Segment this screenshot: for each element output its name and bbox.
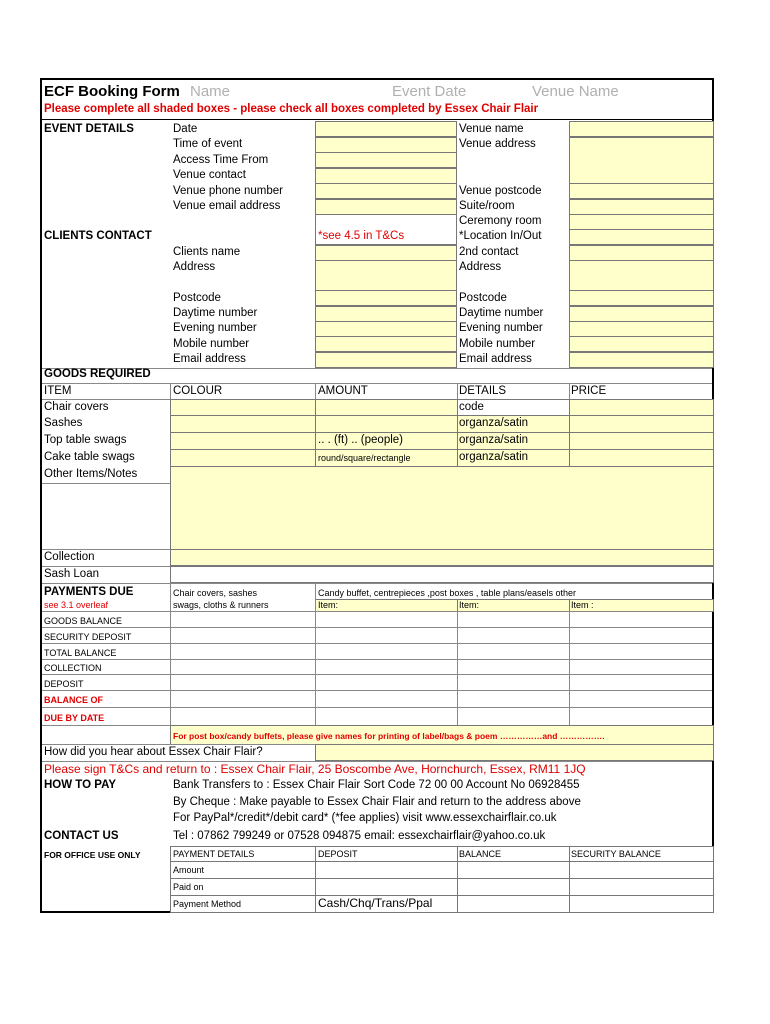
payment-method-label: Payment Method [173,899,242,909]
hear-about-field[interactable] [315,744,714,761]
location-field[interactable] [569,229,714,245]
clients-postcode-field[interactable] [315,290,457,306]
clients-mobile-field[interactable] [315,336,457,352]
venue-email-field[interactable] [315,199,457,215]
other-items-label: Other Items/Notes [44,468,138,480]
suite-room-field[interactable] [569,199,714,215]
second-evening-field[interactable] [569,321,714,337]
venue-address-field[interactable] [569,137,714,184]
payments-due-label: PAYMENTS DUE [44,586,134,598]
location-label: *Location In/Out [459,230,542,242]
paid-on-balance-field[interactable] [457,878,570,896]
second-mobile-label: Mobile number [459,338,536,350]
clients-email-label: Email address [173,353,246,365]
cake-swags-material: organza/satin [459,451,529,463]
due-by-date-label: DUE BY DATE [44,713,105,723]
total-balance-label: TOTAL BALANCE [44,648,117,658]
second-mobile-field[interactable] [569,336,714,352]
chair-covers-price[interactable] [569,399,714,416]
time-label: Time of event [173,138,243,150]
paypal-line: For PayPal*/credit*/debit card* (*fee applies) visit www.essexchairflair.co.uk [173,812,557,824]
bank-transfer-line: Bank Transfers to : Essex Chair Flair Sort Code 72 00 00 Account No 06928455 [173,779,580,791]
name-placeholder: Name [190,83,231,100]
clients-name-field[interactable] [315,245,457,261]
item-3-label: Item : [571,600,594,610]
suite-room-label: Suite/room [459,200,515,212]
payments-col1-header-b: swags, cloths & runners [173,600,269,610]
second-daytime-label: Daytime number [459,307,544,319]
amount-deposit-field[interactable] [315,861,458,879]
tcs-note: *see 4.5 in T&Cs [318,230,405,242]
access-time-field[interactable] [315,152,457,168]
hear-about-label: How did you hear about Essex Chair Flair? [44,746,263,758]
clients-evening-field[interactable] [315,321,457,337]
second-contact-label: 2nd contact [459,246,519,258]
second-postcode-label: Postcode [459,292,507,304]
venue-phone-field[interactable] [315,183,457,199]
sashes-material: organza/satin [459,417,529,429]
swags-amount-hint: .. . (ft) .. (people) [318,434,403,446]
instruction-text: Please complete all shaded boxes - please check all boxes completed by Essex Chair Flair [44,103,539,115]
venue-contact-field[interactable] [315,168,457,184]
payment-method-balance-field[interactable] [457,895,570,913]
ceremony-room-field[interactable] [569,214,714,230]
sign-return-line: Please sign T&Cs and return to : Essex Chair Flair, 25 Boscombe Ave, Hornchurch, Essex, RM11 1JQ [44,762,586,776]
second-address-label: Address [459,261,502,273]
paid-on-deposit-field[interactable] [315,878,458,896]
cheque-line: By Cheque : Make payable to Essex Chair Flair and return to the address above [173,796,581,808]
venue-phone-label: Venue phone number [173,185,283,197]
how-to-pay-label: HOW TO PAY [44,779,116,791]
form-title: ECF Booking Form [44,83,180,100]
second-evening-label: Evening number [459,322,543,334]
second-daytime-field[interactable] [569,306,714,322]
paid-on-security-field[interactable] [569,878,714,896]
second-address-field[interactable] [569,260,714,291]
cake-swags-price[interactable] [569,449,714,467]
chair-covers-colour[interactable] [170,399,316,416]
access-time-label: Access Time From [173,154,269,166]
amount-security-field[interactable] [569,861,714,879]
clients-evening-label: Evening number [173,322,257,334]
balance-of-label: BALANCE OF [44,695,103,705]
collection-label: Collection [44,551,95,563]
clients-contact-label: CLIENTS CONTACT [44,230,152,242]
clients-mobile-label: Mobile number [173,338,250,350]
venue-name-placeholder: Venue Name [532,83,619,100]
sashes-colour[interactable] [170,415,316,433]
contact-line: Tel : 07862 799249 or 07528 094875 email: essexchairflair@yahoo.co.uk [173,830,546,842]
ceremony-room-label: Ceremony room [459,215,542,227]
payment-method-security-field[interactable] [569,895,714,913]
collection-field[interactable] [170,549,714,566]
item-2-label: Item: [459,600,480,610]
amount-col-header: AMOUNT [318,385,368,397]
contact-us-label: CONTACT US [44,830,119,842]
venue-contact-label: Venue contact [173,169,246,181]
payment-method-value: Cash/Chq/Trans/Ppal [318,896,433,910]
sashes-price[interactable] [569,415,714,433]
date-field[interactable] [315,121,457,137]
postbox-note: For post box/candy buffets, please give names for printing of label/bags & poem ……………and ……………. [173,731,605,741]
clients-postcode-label: Postcode [173,292,221,304]
date-label: Date [173,123,198,135]
venue-email-label: Venue email address [173,200,281,212]
payments-col1-header-a: Chair covers, sashes [173,588,258,598]
swags-price[interactable] [569,432,714,450]
sashes-label: Sashes [44,417,83,429]
paid-on-label: Paid on [173,882,204,892]
swags-colour[interactable] [170,432,316,450]
time-field[interactable] [315,137,457,153]
goods-balance-label: GOODS BALANCE [44,616,123,626]
chair-covers-label: Chair covers [44,401,109,413]
cake-table-swags-label: Cake table swags [44,451,135,463]
second-postcode-field[interactable] [569,290,714,306]
colour-col-header: COLOUR [173,385,223,397]
swags-material: organza/satin [459,434,529,446]
chair-covers-code: code [459,401,484,413]
clients-name-label: Clients name [173,246,241,258]
clients-address-field[interactable] [315,260,457,291]
security-balance-header: SECURITY BALANCE [571,849,661,859]
sashes-amount[interactable] [315,415,458,433]
deposit-header: DEPOSIT [318,849,358,859]
booking-form [40,78,714,913]
venue-postcode-label: Venue postcode [459,185,542,197]
second-email-field[interactable] [569,352,714,368]
balance-header: BALANCE [459,849,502,859]
clients-daytime-label: Daytime number [173,307,258,319]
goods-required-label: GOODS REQUIRED [44,368,151,380]
payment-details-header: PAYMENT DETAILS [173,849,255,859]
second-email-label: Email address [459,353,532,365]
second-contact-field[interactable] [569,245,714,261]
venue-postcode-field[interactable] [569,183,714,199]
top-table-swags-label: Top table swags [44,434,127,446]
venue-address-label: Venue address [459,138,536,150]
office-use-label: FOR OFFICE USE ONLY [44,850,141,860]
security-deposit-label: SECURITY DEPOSIT [44,632,132,642]
event-date-placeholder: Event Date [392,83,467,100]
other-items-notes-field[interactable] [170,466,714,550]
item-col-header: ITEM [44,385,72,397]
details-col-header: DETAILS [459,385,507,397]
item-1-label: Item: [318,600,339,610]
price-col-header: PRICE [571,385,607,397]
cake-swags-colour[interactable] [170,449,316,467]
clients-address-label: Address [173,261,216,273]
collection-pay-label: COLLECTION [44,663,102,673]
clients-email-field[interactable] [315,352,457,368]
see-overleaf-note: see 3.1 overleaf [44,600,109,610]
amount-label: Amount [173,865,205,875]
payments-other-header: Candy buffet, centrepieces ,post boxes , table plans/easels other [318,588,576,598]
amount-balance-field[interactable] [457,861,570,879]
cake-amount-hint: round/square/rectangle [318,453,411,463]
sash-loan-field[interactable] [170,566,714,583]
event-details-label: EVENT DETAILS [44,123,134,135]
venue-name-field[interactable] [569,121,714,137]
sash-loan-label: Sash Loan [44,568,99,580]
venue-name-label: Venue name [459,123,524,135]
chair-covers-amount[interactable] [315,399,458,416]
clients-daytime-field[interactable] [315,306,457,322]
deposit-label: DEPOSIT [44,679,84,689]
